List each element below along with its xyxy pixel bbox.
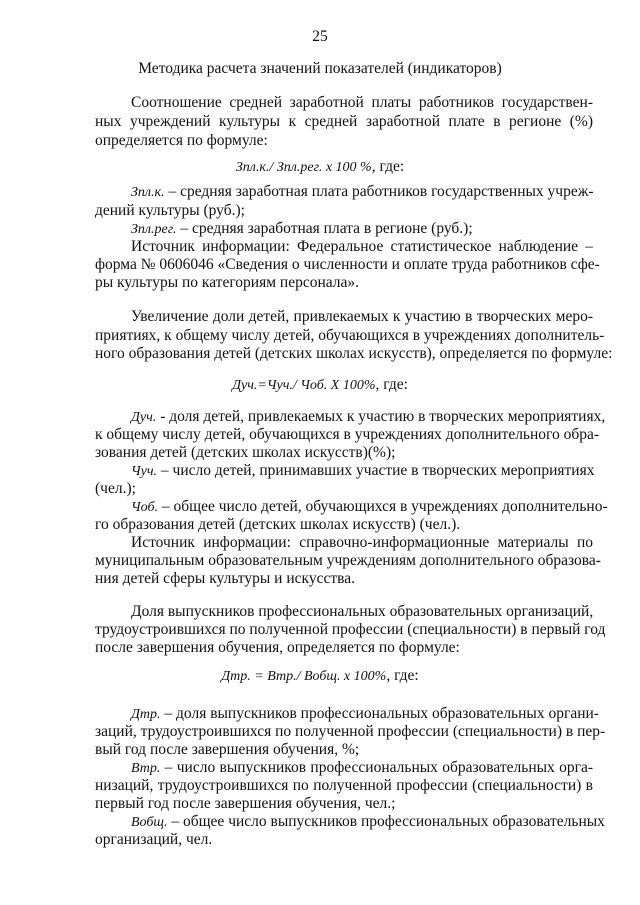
paragraph-line: ных учреждений культуры к средней заработной плате в регионе (%) (95, 113, 593, 130)
page-number: 25 (312, 28, 328, 45)
formula-expression: Зпл.к./ Зпл.рег. х 100 % (235, 160, 372, 175)
formula (0, 376, 640, 395)
page-title: Методика расчета значений показателей (индикаторов) (138, 60, 502, 77)
definition-line: организаций, чел. (95, 831, 213, 848)
paragraph-line: ного образования детей (детских школах искусств), определяется по формуле: (95, 345, 613, 362)
definition-line (131, 408, 606, 427)
source-line: Источник информации: справочно-информационные материалы по (131, 534, 593, 551)
source-line: ния детей сферы культуры и искусства. (95, 570, 355, 587)
definition-line: го образования детей (детских школах искусств) (чел.). (95, 516, 461, 533)
formula-tail: , где: (371, 158, 405, 175)
definition-line (131, 705, 599, 724)
definition-line (131, 759, 593, 778)
paragraph-line: после завершения обучения, определяется по формуле: (95, 639, 460, 656)
definition-line (131, 498, 608, 517)
definition-line: к общему числу детей, обучающихся в учреждениях дополнительного обра- (95, 426, 600, 443)
source-line: Источник информации: Федеральное статистическое наблюдение – (131, 238, 593, 255)
paragraph-line: приятиях, к общему числу детей, обучающихся в учреждениях дополнитель- (95, 327, 605, 344)
definition-text: – число выпускников профессиональных образовательных орга- (160, 759, 593, 776)
definition-line: первый год после завершения обучения, чел.; (95, 795, 396, 812)
definition-text: – доля выпускников профессиональных образовательных органи- (160, 705, 599, 722)
definition-line: заций, трудоустроившихся по полученной профессии (специальности) в пер- (95, 723, 606, 740)
formula-tail: , где: (375, 376, 408, 393)
definition-line: вый год после завершения обучения, %; (95, 741, 360, 758)
definition-text: – средняя заработная плата в регионе (руб.); (176, 220, 473, 237)
definition-text: – общее число детей, обучающихся в учреждениях дополнительно- (158, 498, 608, 515)
paragraph-line: определяется по формуле: (95, 132, 268, 149)
term: Вобщ. (131, 815, 168, 830)
source-line: форма № 0606046 «Сведения о численности и оплате труда работников сфе- (95, 256, 600, 273)
paragraph-line: Увеличение доли детей, привлекаемых к участию в творческих меро- (131, 308, 593, 325)
definition-line: дений культуры (руб.); (95, 202, 245, 219)
term: Дтр. (131, 707, 161, 722)
paragraph-line: Доля выпускников профессиональных образовательных организаций, (131, 603, 594, 620)
formula (0, 667, 640, 686)
definition-text: – средняя заработная плата работников государственных учреж- (164, 183, 594, 200)
source-line: ры культуры по категориям персонала». (95, 274, 360, 291)
definition-line (131, 813, 605, 832)
term: Втр. (131, 761, 161, 776)
term: Чоб. (131, 500, 159, 515)
definition-line (131, 183, 593, 202)
definition-text: - доля детей, привлекаемых к участию в творческих мероприятиях, (156, 408, 606, 425)
definition-line: зования детей (детских школах искусств)(%); (95, 444, 396, 461)
formula-expression: Дтр. = Втр./ Вобщ. х 100% (221, 669, 387, 684)
paragraph-line: трудоустроившихся по полученной профессии (специальности) в первый год (95, 621, 606, 638)
definition-line: низаций, трудоустроившихся по полученной профессии (специальности) в (95, 777, 593, 794)
paragraph-line: Соотношение средней заработной платы работников государствен- (131, 94, 593, 111)
source-line: муниципальным образовательным учреждениям дополнительного образова- (95, 552, 601, 569)
definition-text: – число детей, принимавших участие в творческих мероприятиях (157, 462, 595, 479)
formula (0, 158, 640, 177)
definition-line (131, 220, 593, 239)
definition-line (131, 462, 593, 481)
formula-expression: Дуч.=Чуч./ Чоб. Х 100% (232, 378, 376, 393)
term: Зпл.к. (131, 185, 165, 200)
term: Зпл.рег. (131, 222, 177, 237)
term: Дуч. (131, 410, 157, 425)
term: Чуч. (131, 464, 158, 479)
definition-line: (чел.); (95, 480, 136, 497)
formula-tail: , где: (386, 667, 419, 684)
definition-text: – общее число выпускников профессиональных образовательных (167, 813, 605, 830)
